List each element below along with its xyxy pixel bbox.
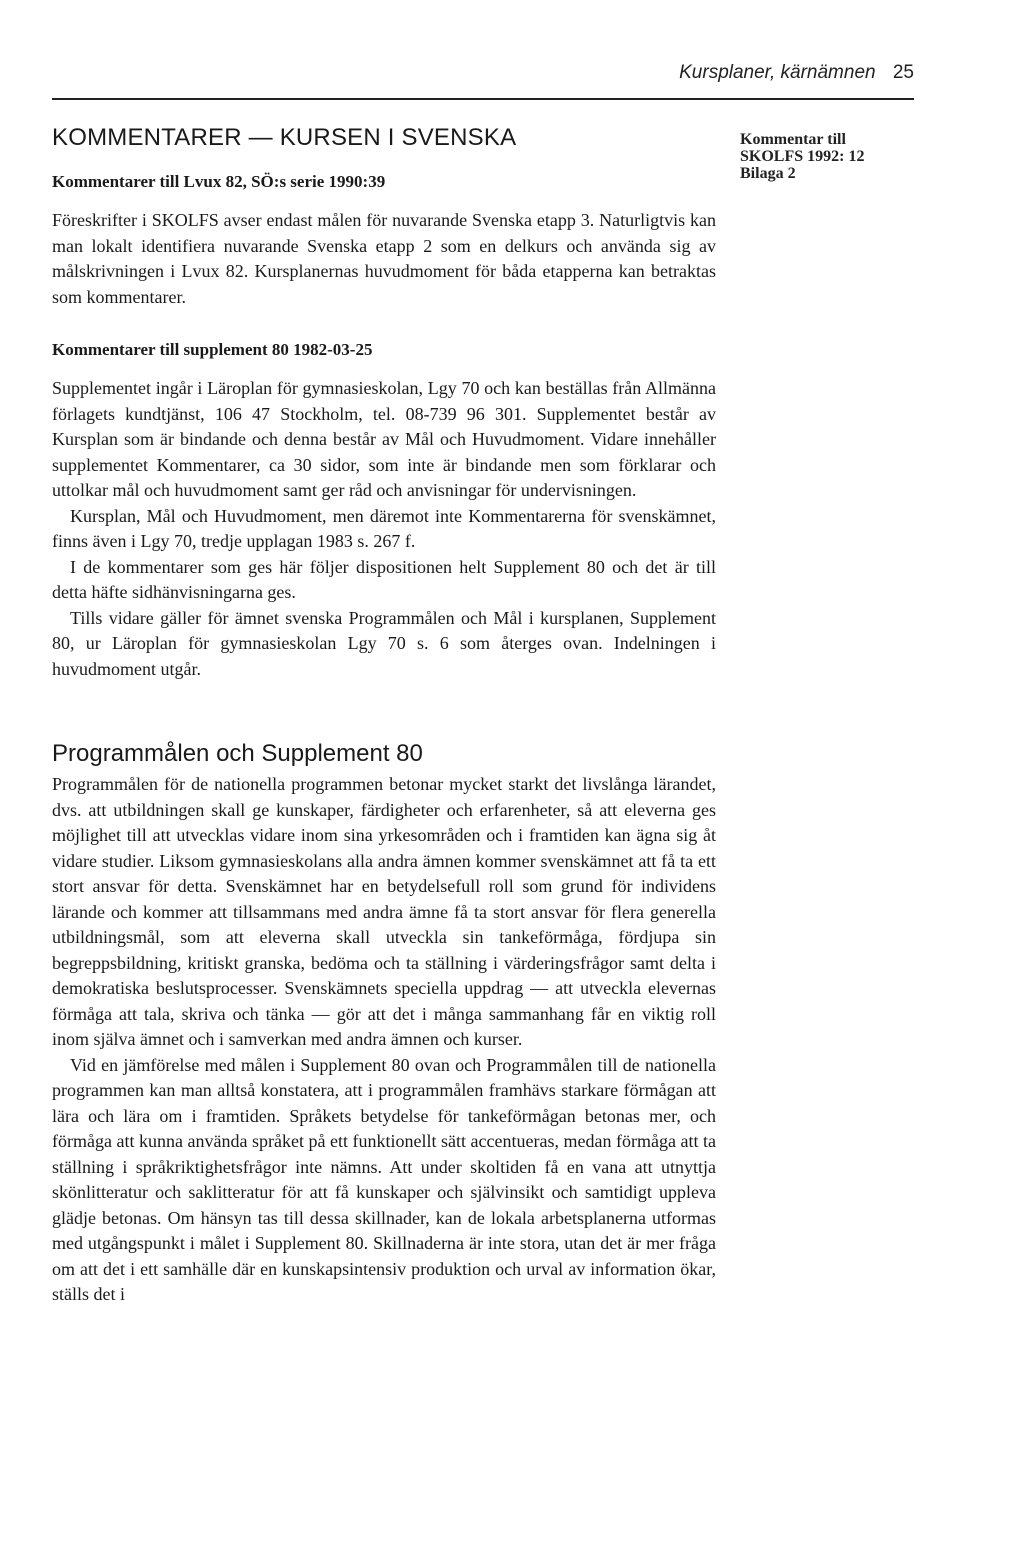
page-number: 25: [892, 62, 914, 83]
margin-note-line-2: SKOLFS 1992: 12: [740, 148, 865, 165]
header-rule: [52, 98, 914, 100]
subheading-supplement80: Kommentarer till supplement 80 1982-03-25: [52, 340, 373, 359]
paragraph-programmalen-1: Programmålen för de nationella programmen betonar mycket starkt det livslånga lärandet, dvs. att utbildningen skall ge kunskaper, färdigheter och erfarenheter, så att eleverna ges möjlighet till att utvecklas vidare inom sina yrkesområden och i framtiden kan ägna sig åt vidare studier. Liksom gymnasieskolans alla andra ämnen kommer svenskämnet att få ta ett stort ansvar för detta. Svenskämnet har en betydelsefull roll som grund för individens lärande och kommer att tillsammans med andra ämne få ta stort ansvar för flera generella utbildningsmål, som att eleverna skall utveckla sin tankeförmåga, fördjupa sin begreppsbildning, kritiskt granska, bedöma och ta ställning i värderingsfrågor samt delta i demokratiska beslutsprocesser. Svenskämnets speciella uppdrag — att utveckla elevernas förmåga att tala, skriva och tänka — gör att det i många sammanhang får en viktig roll inom själva ämnet och i samverkan med andra ämnen och kurser.: [52, 774, 716, 1049]
paragraph-supplement-3: I de kommentarer som ges här följer dispositionen helt Supplement 80 och det är till detta häfte sidhänvisningarna ges.: [52, 556, 716, 602]
subheading-lvux82: Kommentarer till Lvux 82, SÖ:s serie 1990:39: [52, 172, 386, 191]
paragraph-supplement-1: Supplementet ingår i Läroplan för gymnasieskolan, Lgy 70 och kan beställas från Allmänna förlagets kundtjänst, 106 47 Stockholm, tel. 08-739 96 301. Supplementet består av Kursplan som är bindande och denna består av Mål och Huvudmoment. Vidare innehåller supplementet Kommentarer, ca 30 sidor, som inte är bindande men som förklarar och uttolkar mål och huvudmoment samt ger råd och anvisningar för undervisningen.: [52, 378, 716, 500]
running-head: [679, 62, 914, 84]
margin-note: [740, 131, 930, 182]
section-heading-programmalen: Programmålen och Supplement 80: [52, 740, 423, 767]
section-heading-kommentarer: KOMMENTARER — KURSEN I SVENSKA: [52, 124, 517, 151]
margin-note-line-3: Bilaga 2: [740, 165, 796, 182]
main-column: [52, 118, 716, 1308]
paragraph-lvux82: Föreskrifter i SKOLFS avser endast målen för nuvarande Svenska etapp 3. Naturligtvis kan man lokalt identifiera nuvarande Svenska etapp 2 som en delkurs och använda sig av målskrivningen i Lvux 82. Kursplanernas huvudmoment för båda etapperna kan betraktas som kommentarer.: [52, 210, 716, 307]
paragraph-programmalen-2: Vid en jämförelse med målen i Supplement 80 ovan och Programmålen till de nationella programmen kan man alltså konstatera, att i programmålen framhävs starkare förmågan att lära och lära om i framtiden. Språkets betydelse för tankeförmågan betonas mer, och förmåga att kunna använda språket på ett funktionellt sätt accentueras, medan förmåga att ta ställning i språkriktighetsfrågor inte nämns. Att under skoltiden få en vana att utnyttja skönlitteratur och saklitteratur för att få kunskaper och självinsikt och samtidigt uppleva glädje betonas. Om hänsyn tas till dessa skillnader, kan de lokala arbetsplanerna utformas med utgångspunkt i målet i Supplement 80. Skillnaderna är inte stora, utan det är mer fråga om att det i ett samhälle där en kunskapsintensiv produktion och urval av information ökar, ställs det i: [52, 1054, 716, 1304]
paragraph-supplement-2: Kursplan, Mål och Huvudmoment, men däremot inte Kommentarerna för svenskämnet, finns även i Lgy 70, tredje upplagan 1983 s. 267 f.: [52, 505, 716, 551]
running-head-title: Kursplaner, kärnämnen: [679, 62, 876, 83]
paragraph-supplement-4: Tills vidare gäller för ämnet svenska Programmålen och Mål i kursplanen, Supplement 80, ur Läroplan för gymnasieskolan Lgy 70 s. 6 som återges ovan. Indelningen i huvudmoment utgår.: [52, 607, 716, 679]
margin-note-line-1: Kommentar till: [740, 131, 846, 148]
